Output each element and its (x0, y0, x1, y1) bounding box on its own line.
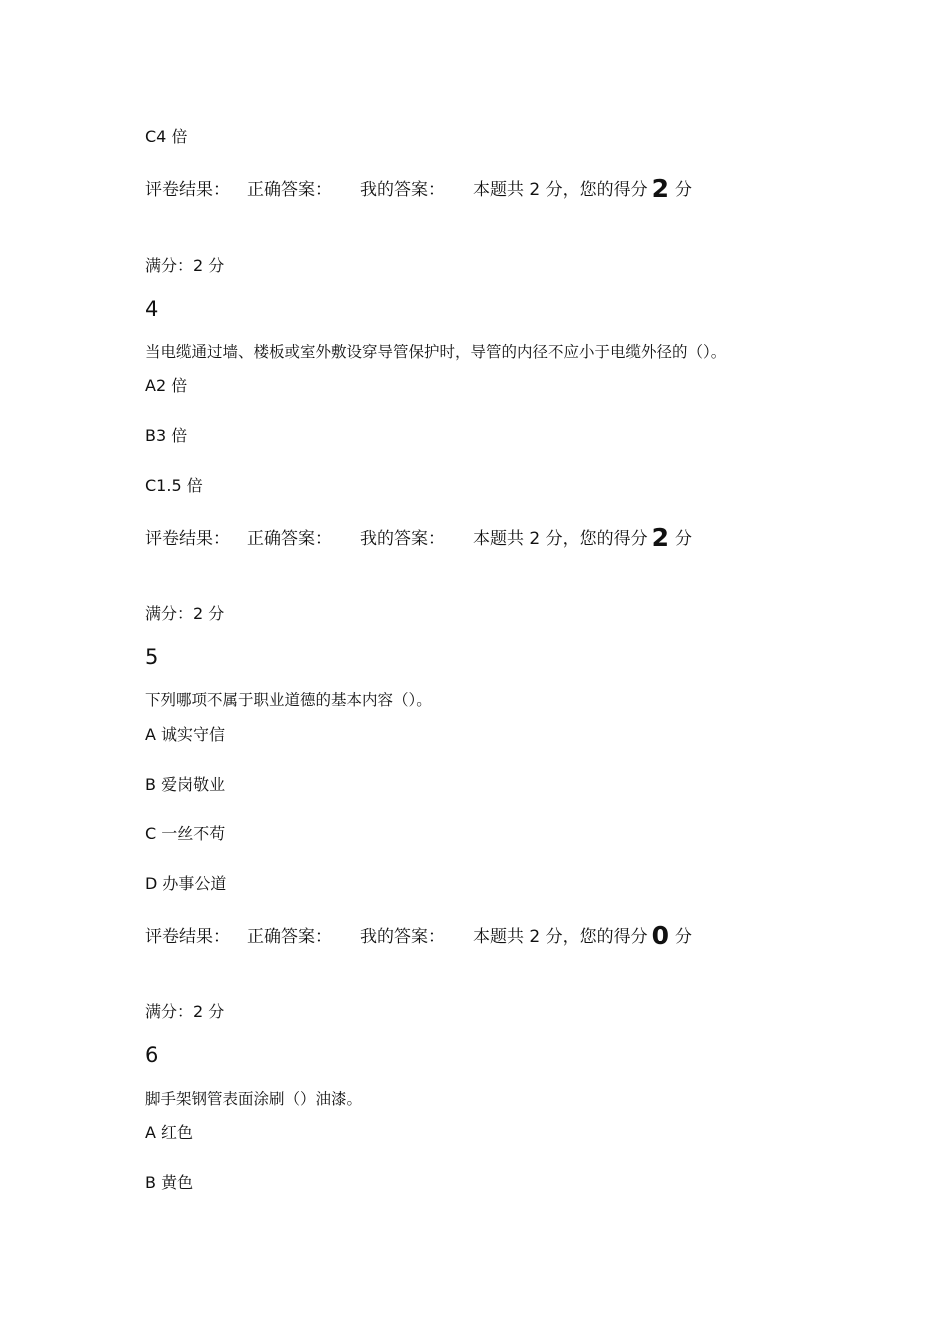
score-value: 2 (651, 174, 670, 203)
question-number: 4 (145, 297, 159, 321)
option-a: A2 倍 (145, 376, 188, 395)
grading-result-row (145, 921, 692, 952)
score-unit: 分 (675, 927, 693, 947)
my-answer-label: 我的答案： (360, 180, 445, 200)
option-d: D 办事公道 (145, 874, 227, 893)
option-a: A 诚实守信 (145, 725, 226, 744)
correct-answer-label: 正确答案： (247, 927, 332, 947)
correct-answer-label: 正确答案： (247, 529, 332, 549)
question-stem: 下列哪项不属于职业道德的基本内容（）。 (145, 691, 432, 709)
score-text: 本题共 2 分，您的得分 (473, 529, 648, 549)
option-b: B 爱岗敬业 (145, 775, 226, 794)
question-number: 5 (145, 645, 159, 669)
question-number: 6 (145, 1043, 159, 1067)
correct-answer-label: 正确答案： (247, 180, 332, 200)
my-answer-label: 我的答案： (360, 927, 445, 947)
score-unit: 分 (675, 180, 693, 200)
score-value: 2 (651, 523, 670, 552)
option-b: B3 倍 (145, 426, 188, 445)
full-score: 满分：2 分 (145, 256, 225, 275)
question-stem: 当电缆通过墙、楼板或室外敷设穿导管保护时，导管的内径不应小于电缆外径的（）。 (145, 343, 727, 361)
score-text: 本题共 2 分，您的得分 (473, 180, 648, 200)
option-c: C4 倍 (145, 127, 188, 146)
grading-result-row (145, 174, 692, 205)
score-unit: 分 (675, 529, 693, 549)
score-text: 本题共 2 分，您的得分 (473, 927, 648, 947)
result-label: 评卷结果： (145, 529, 230, 549)
option-c: C 一丝不苟 (145, 824, 226, 843)
question-stem: 脚手架钢管表面涂刷（）油漆。 (145, 1090, 363, 1108)
grading-result-row (145, 523, 692, 554)
option-a: A 红色 (145, 1123, 194, 1142)
option-c: C1.5 倍 (145, 476, 203, 495)
score-value: 0 (651, 921, 670, 950)
option-b: B 黄色 (145, 1173, 194, 1192)
full-score: 满分：2 分 (145, 1002, 225, 1021)
result-label: 评卷结果： (145, 180, 230, 200)
result-label: 评卷结果： (145, 927, 230, 947)
full-score: 满分：2 分 (145, 604, 225, 623)
my-answer-label: 我的答案： (360, 529, 445, 549)
